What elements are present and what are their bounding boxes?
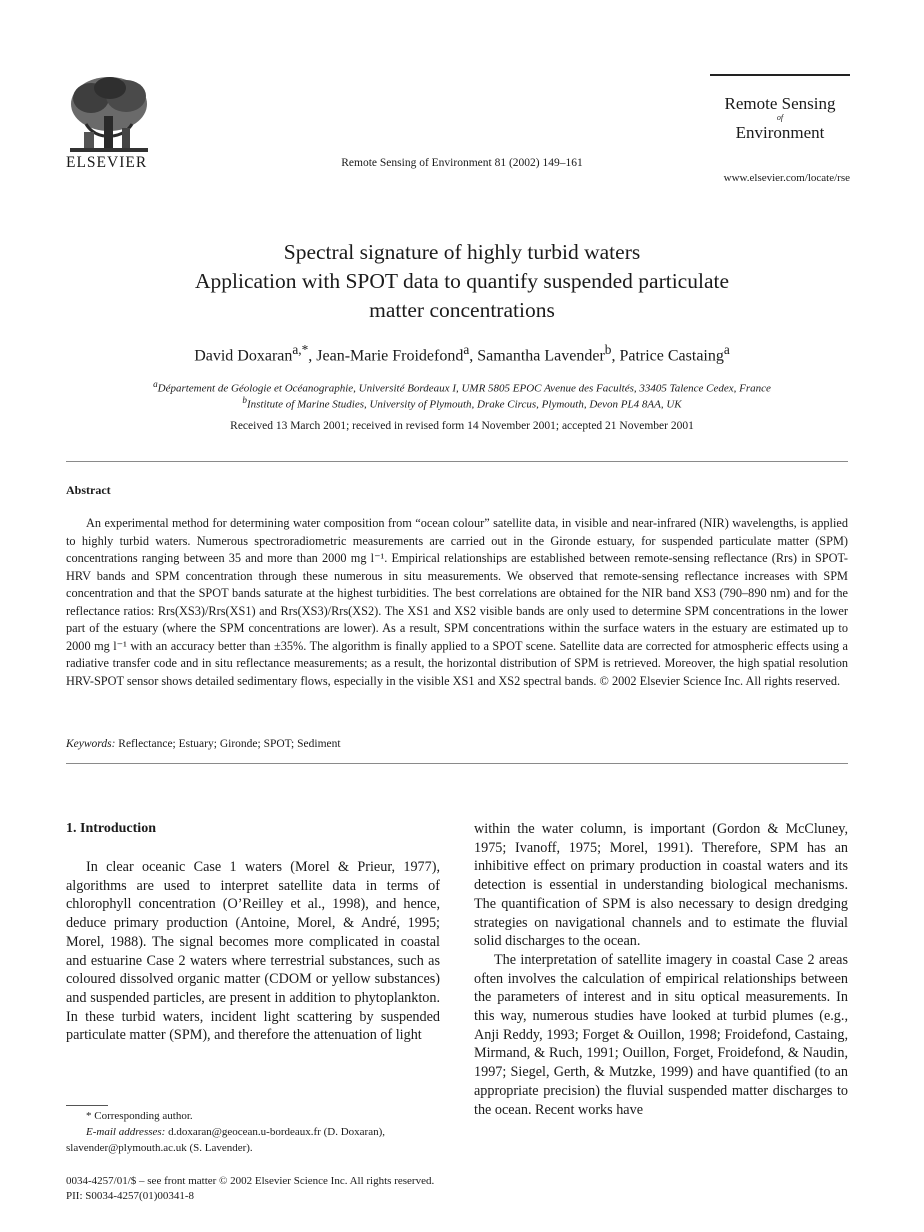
journal-citation: Remote Sensing of Environment 81 (2002) 149–161 bbox=[341, 157, 583, 169]
author-name: Patrice Castaing bbox=[619, 347, 724, 365]
divider-bottom bbox=[66, 763, 848, 764]
footnote-corresponding: * Corresponding author. bbox=[86, 1110, 193, 1122]
author-name: Jean-Marie Froidefond bbox=[316, 347, 464, 365]
article-title bbox=[0, 238, 924, 325]
author-name: David Doxaran bbox=[194, 347, 293, 365]
title-line: matter concentrations bbox=[369, 298, 555, 322]
right-column bbox=[474, 820, 848, 1119]
journal-brand-line3: Environment bbox=[735, 123, 825, 142]
section-heading: 1. Introduction bbox=[66, 821, 156, 836]
keywords-list: Reflectance; Estuary; Gironde; SPOT; Sediment bbox=[118, 738, 341, 750]
journal-brand-line2: of bbox=[776, 113, 784, 122]
abstract-text: An experimental method for determining water composition from “ocean colour” satellite data, in visible and near-infrared (NIR) wavelengths, is applied to highly turbid waters. Numerous spectroradiometric measurements are carried out in the Gironde estuary, for suspended particulate matter (SPM) concentrations ranging between 35 and more than 2000 mg l⁻¹. Empirical relationships are established between remote-sensing reflectance (Rrs) in SPOT-HRV bands and SPM concentration through these numerous in situ measurements. We observed that remote-sensing reflectance increases with SPM concentration and that the SPOT bands saturate at the highest turbidities. The best correlations are obtained for the NIR band XS3 (790–890 nm) and for the reflectance ratios: Rrs(XS3)/Rrs(XS1) and Rrs(XS3)/Rrs(XS2). The XS1 and XS2 visible bands are only used to determine SPM concentrations in the lower part of the estuary (where the SPM concentrations are lower). As a result, SPM concentrations within the surface waters in the estuary are estimated up to 2000 mg l⁻¹ with an accuracy better than ±35%. The algorithm is finally applied to a SPOT scene. Satellite data are corrected for atmospheric effects using a radiative transfer code and in situ reflectance measurements; as a result, the horizontal distribution of SPM is retrieved. Moreover, the high spatial resolution HRV-SPOT sensor shows detailed sedimentary flows, especially in the visible XS1 and XS2 spectral bands. © 2002 Elsevier Science Inc. All rights reserved. bbox=[66, 516, 848, 688]
journal-brand-rule bbox=[710, 74, 850, 76]
copyright-footer bbox=[66, 1174, 434, 1204]
footnote-rule bbox=[66, 1105, 108, 1106]
author-affiliation-mark: b bbox=[604, 342, 612, 357]
pii-line: PII: S0034-4257(01)00341-8 bbox=[66, 1190, 195, 1202]
author-list: David Doxaran$^{a,*}$, Jean-Marie Froidefond$^a$, Samantha Lavender$^b$, Patrice Castaing$^a$ bbox=[194, 342, 730, 365]
footnote-emails: E-mail addresses: d.doxaran@geocean.u-bordeaux.fr (D. Doxaran), slavender@plymouth.ac.uk (S. Lavender). bbox=[66, 1126, 385, 1154]
front-matter-line: 0034-4257/01/$ – see front matter © 2002 Elsevier Science Inc. All rights reserved. bbox=[66, 1175, 435, 1187]
right-column-paragraph: The interpretation of satellite imagery in coastal Case 2 areas often involves the calculation of empirical relationships between the parameters of interest and in situ optical measurements. In this way, numerous studies have looked at turbid plumes (e.g., Anji Reddy, 1993; Forget & Ouillon, 1998; Froidefond, Castaing, Mirmand, & Ruch, 1991; Ouillon, Forget, Froidefond, & Naudin, 1997; Siegel, Gerth, & Mutzke, 1999) and have quantified (to an appropriate precision) the fluvial suspended matter discharges to the ocean. Recent works have bbox=[474, 951, 848, 1118]
footnotes bbox=[66, 1108, 440, 1156]
elsevier-tree-logo bbox=[66, 74, 152, 156]
journal-brand-line1: Remote Sensing bbox=[724, 94, 836, 113]
left-column-paragraph: In clear oceanic Case 1 waters (Morel & Prieur, 1977), algorithms are used to interpret satellite data in terms of chlorophyll concentration (O’Reilley et al., 1998), and hence, deduce primary production (Antoine, Morel, & André, 1995; Morel, 1988). The signal becomes more complicated in coastal and estuarine Case 2 waters where terrestrial substances, such as coloured dissolved organic matter (CDOM or yellow substances) and suspended particles, are present in addition to phytoplankton. In these turbid waters, incident light scattering by suspended particulate matter (SPM), and therefore the attenuation of light bbox=[66, 859, 440, 1044]
abstract-heading: Abstract bbox=[66, 483, 111, 497]
title-line: Spectral signature of highly turbid waters bbox=[283, 240, 641, 264]
author-affiliation-mark: a bbox=[723, 342, 730, 357]
journal-website-link[interactable]: www.elsevier.com/locate/rse bbox=[723, 172, 850, 184]
author-affiliation-mark: a,* bbox=[292, 342, 309, 357]
affiliation-b: $^b$Institute of Marine Studies, University of Plymouth, Drake Circus, Plymouth, Devon PL4 8AA, UK bbox=[242, 395, 682, 411]
title-line: Application with SPOT data to quantify suspended particulate bbox=[194, 269, 729, 293]
received-dates: Received 13 March 2001; received in revised form 14 November 2001; accepted 21 November 2001 bbox=[230, 420, 694, 432]
author-name: Samantha Lavender bbox=[477, 347, 605, 365]
publisher-name: ELSEVIER bbox=[66, 154, 148, 171]
author-affiliation-mark: a bbox=[463, 342, 470, 357]
divider-top bbox=[66, 461, 848, 462]
keywords bbox=[66, 738, 341, 750]
keywords-label: Keywords: bbox=[66, 738, 116, 750]
affiliation-a: $^a$Département de Géologie et Océanographie, Université Bordeaux I, UMR 5805 EPOC Avenue des Facultés, 33405 Talence Cedex, France bbox=[153, 379, 771, 395]
right-column-paragraph: within the water column, is important (Gordon & McCluney, 1975; Ivanoff, 1975; Morel, 1991). Therefore, SPM has an inhibitive effect on primary production in coastal waters and its detection is essential in understanding biological mechanisms. The quantification of SPM is also necessary to design dredging strategies on navigational channels and to estimate the fluvial solid discharges to the ocean. bbox=[474, 821, 848, 950]
